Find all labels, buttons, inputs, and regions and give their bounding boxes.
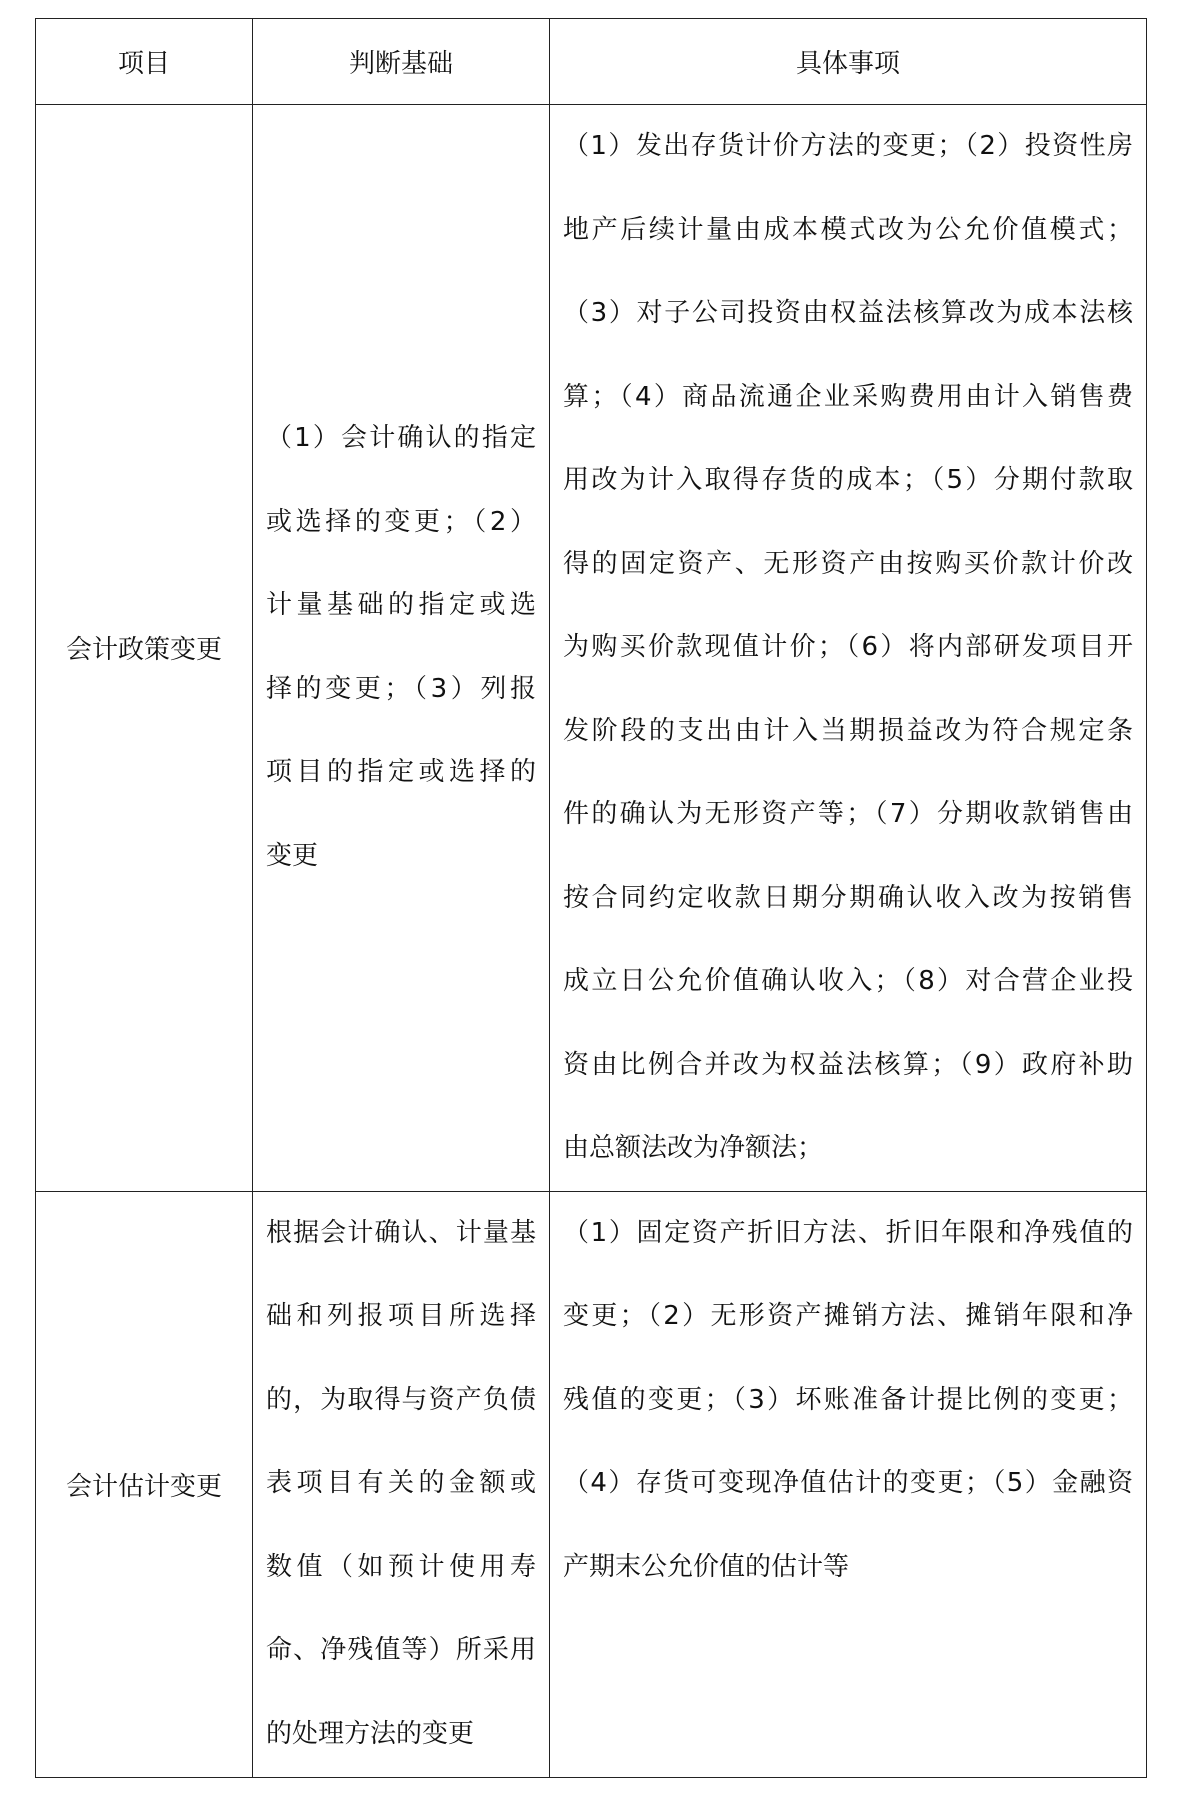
table-header-row — [36, 19, 1147, 105]
text-line: 按合同约定收款日期分期确认收入改为按销售 — [563, 882, 1133, 913]
item-cell: 会计政策变更 — [36, 105, 253, 1192]
text-line: 命、净残值等）所采用 — [266, 1635, 536, 1665]
text-line: （4）存货可变现净值估计的变更；（5）金融资 — [563, 1468, 1133, 1498]
text-line: 数值（如预计使用寿 — [266, 1551, 536, 1582]
text-line: 础和列报项目所选择 — [266, 1301, 536, 1331]
text-line: 或选择的变更；（2） — [266, 506, 536, 537]
text-line: （1）会计确认的指定 — [266, 423, 536, 454]
text-line: 计量基础的指定或选 — [266, 590, 536, 621]
text-line: 成立日公允价值确认收入；（8）对合营企业投 — [563, 966, 1133, 996]
comparison-table — [35, 18, 1147, 1778]
text-line: （1）固定资产折旧方法、折旧年限和净残值的 — [563, 1217, 1133, 1248]
table-row — [36, 105, 1147, 1192]
text-line: 变更；（2）无形资产摊销方法、摊销年限和净 — [563, 1301, 1133, 1331]
table-row — [36, 1191, 1147, 1777]
text-line: 产期末公允价值的估计等 — [563, 1551, 850, 1582]
header-item: 项目 — [36, 19, 253, 105]
text-line: 残值的变更；（3）坏账准备计提比例的变更； — [563, 1384, 1133, 1415]
text-line: （1）发出存货计价方法的变更；（2）投资性房 — [563, 131, 1133, 161]
header-basis: 判断基础 — [253, 19, 550, 105]
text-line: 由总额法改为净额法； — [563, 1133, 824, 1163]
text-line: 变更 — [266, 840, 319, 871]
details-cell — [550, 1191, 1147, 1777]
text-line: 地产后续计量由成本模式改为公允价值模式； — [563, 214, 1133, 245]
text-line: 用改为计入取得存货的成本；（5）分期付款取 — [563, 465, 1133, 495]
text-line: 的，为取得与资产负债 — [266, 1384, 536, 1415]
basis-cell — [253, 105, 550, 1192]
text-line: 发阶段的支出由计入当期损益改为符合规定条 — [563, 715, 1133, 746]
text-line: 得的固定资产、无形资产由按购买价款计价改 — [563, 548, 1133, 579]
text-line: 根据会计确认、计量基 — [266, 1217, 536, 1248]
text-line: 项目的指定或选择的 — [266, 757, 536, 788]
details-cell — [550, 105, 1147, 1192]
header-details: 具体事项 — [550, 19, 1147, 105]
text-line: 算；（4）商品流通企业采购费用由计入销售费 — [563, 381, 1133, 412]
item-cell: 会计估计变更 — [36, 1191, 253, 1777]
text-line: 择的变更；（3）列报 — [266, 673, 536, 704]
text-line: （3）对子公司投资由权益法核算改为成本法核 — [563, 298, 1133, 328]
basis-cell — [253, 1191, 550, 1777]
text-line: 的处理方法的变更 — [266, 1718, 475, 1749]
text-line: 资由比例合并改为权益法核算；（9）政府补助 — [563, 1049, 1133, 1080]
text-line: 表项目有关的金额或 — [266, 1468, 536, 1498]
text-line: 件的确认为无形资产等；（7）分期收款销售由 — [563, 799, 1133, 829]
text-line: 为购买价款现值计价；（6）将内部研发项目开 — [563, 632, 1133, 662]
